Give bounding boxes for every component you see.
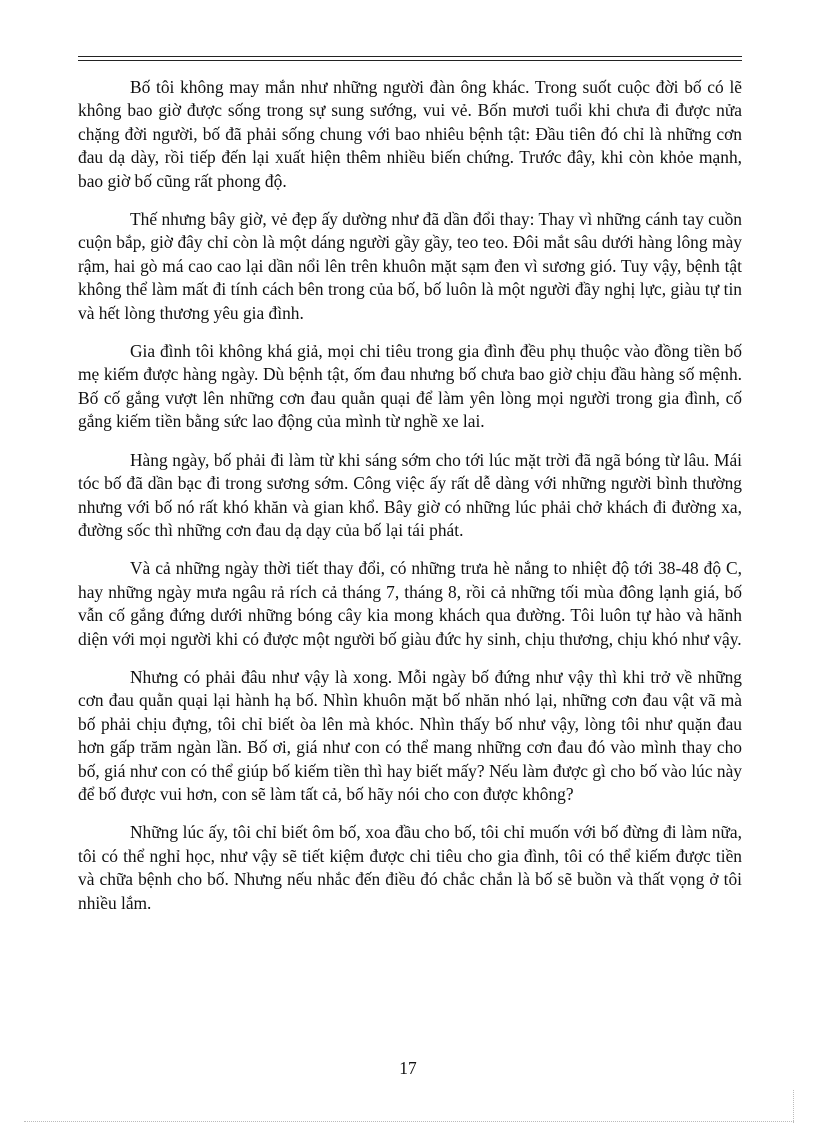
header-double-rule bbox=[78, 56, 742, 61]
paragraph-7: Những lúc ấy, tôi chỉ biết ôm bố, xoa đầu cho bố, tôi chỉ muốn với bố đừng đi làm nữa, tôi có thể nghỉ học, như vậy sẽ tiết kiệm được chi tiêu cho gia đình, tôi có thể kiếm được tiền và chữa bệnh cho bố. Nhưng nếu nhắc đến điều đó chắc chắn là bố sẽ buồn và thất vọng ở tôi nhiều lắm. bbox=[78, 822, 742, 913]
paragraph-1: Bố tôi không may mắn như những người đàn ông khác. Trong suốt cuộc đời bố có lẽ không bao giờ được sống trong sự sung sướng, vui vẻ. Bốn mươi tuổi khi chưa đi được nửa chặng đời người, bố đã phải sống chung với bao nhiêu bệnh tật: Đầu tiên đó chỉ là những cơn đau dạ dày, rồi tiếp đến lại xuất hiện thêm nhiều biến chứng. Trước đây, khi còn khỏe mạnh, bao giờ bố cũng rất phong độ. bbox=[78, 77, 742, 191]
paragraph-3: Gia đình tôi không khá giả, mọi chi tiêu trong gia đình đều phụ thuộc vào đồng tiền bố mẹ kiếm được hàng ngày. Dù bệnh tật, ốm đau nhưng bố chưa bao giờ chịu đầu hàng số mệnh. Bố cố gắng vượt lên những cơn đau quằn quại để làm yên lòng mọi người trong gia đình, cố gắng kiếm tiền bằng sức lao động của mình từ nghề xe lai. bbox=[78, 341, 742, 432]
document-body bbox=[78, 76, 742, 930]
paragraph-5: Và cả những ngày thời tiết thay đổi, có những trưa hè nắng to nhiệt độ tới 38-48 độ C, hay những ngày mưa ngâu rả rích cả tháng 7, tháng 8, rồi cả những tối mùa đông lạnh giá, bố vẫn cố gắng đứng dưới những bóng cây kia mong khách qua đường. Tôi luôn tự hào và hãnh diện với mọi người khi có được một người bố giàu đức hy sinh, chịu thương, chịu khó như vậy. bbox=[78, 558, 742, 649]
footer-dotted-border bbox=[24, 1121, 794, 1122]
page-number: 17 bbox=[399, 1058, 417, 1078]
side-dotted-border bbox=[793, 1090, 794, 1123]
paragraph-4: Hàng ngày, bố phải đi làm từ khi sáng sớm cho tới lúc mặt trời đã ngã bóng từ lâu. Mái tóc bố đã dần bạc đi trong sương sớm. Công việc ấy rất dễ dàng với những người bình thường nhưng với bố nó rất khó khăn và gian khổ. Bây giờ có những lúc phải chở khách đi đường xa, đường sốc thì những cơn đau dạ dạy của bố lại tái phát. bbox=[78, 449, 742, 540]
paragraph-6: Nhưng có phải đâu như vậy là xong. Mỗi ngày bố đứng như vậy thì khi trở về những cơn đau quằn quại lại hành hạ bố. Nhìn khuôn mặt bố nhăn nhó lại, những cơn đau vật vã mà bố phải chịu đựng, tôi chỉ biết òa lên mà khóc. Nhìn thấy bố như vậy, lòng tôi như quặn đau hơn gấp trăm ngàn lần. Bố ơi, giá như con có thể mang những cơn đau đó vào mình thay cho bố, giá như con có thể giúp bố kiếm tiền thì hay biết mấy? Nếu làm được gì cho bố vào lúc này để bố được vui hơn, con sẽ làm tất cả, bố hãy nói cho con được không? bbox=[78, 666, 742, 804]
paragraph-2: Thế nhưng bây giờ, vẻ đẹp ấy dường như đã dần đổi thay: Thay vì những cánh tay cuồn cuộn bắp, giờ đây chỉ còn là một dáng người gầy gầy, teo teo. Đôi mắt sâu dưới hàng lông mày rậm, hai gò má cao cao lại dần nổi lên trên khuôn mặt sạm đen vì sương gió. Tuy vậy, bệnh tật không thể làm mất đi tính cách bên trong của bố, bố luôn là một người đầy nghị lực, giàu tự tin và hết lòng thương yêu gia đình. bbox=[78, 209, 742, 323]
